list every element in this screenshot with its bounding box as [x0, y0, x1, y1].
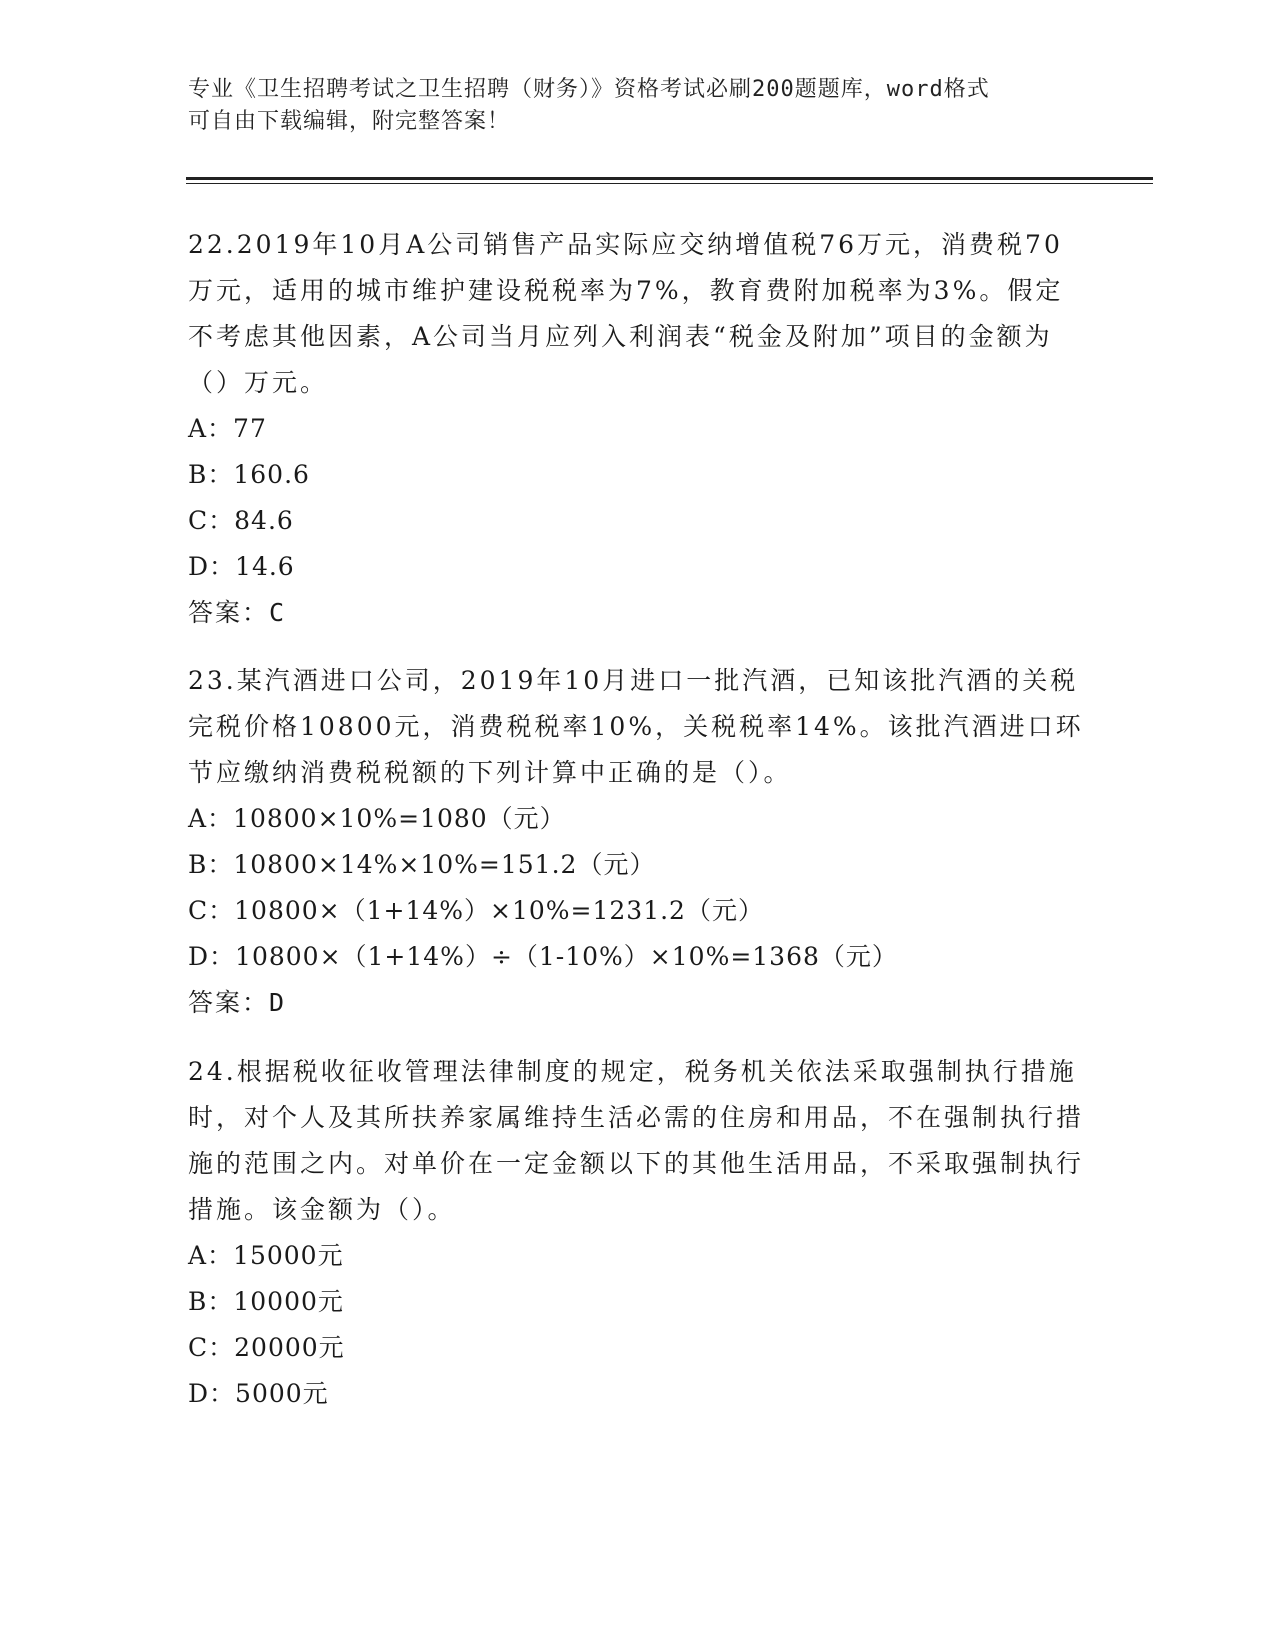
header-line-1: 专业《卫生招聘考试之卫生招聘（财务）》资格考试必刷200题题库，word格式: [188, 77, 990, 102]
answer-label: 答案：: [188, 598, 270, 627]
option-d: D：14.6: [188, 552, 295, 581]
question-stem: 22.2019年10月A公司销售产品实际应交纳增值税76万元，消费税70万元，适用的城市维护建设税税率为7%，教育费附加税率为3%。假定不考虑其他因素，A公司当月应列入利润表“税金及附加”项目的金额为（）万元。: [188, 230, 1064, 397]
option-c: C：84.6: [188, 506, 294, 535]
question-22: [188, 222, 1088, 636]
question-23: [188, 658, 1088, 1026]
header-divider: [186, 177, 1153, 180]
option-a: A：10800×10%=1080（元）: [188, 804, 566, 833]
option-c: C：10800×（1+14%）×10%=1231.2（元）: [188, 896, 764, 925]
option-a: A：77: [188, 414, 267, 443]
option-a: A：15000元: [188, 1241, 344, 1270]
question-24: [188, 1049, 1088, 1417]
header-line-2: 可自由下载编辑，附完整答案！: [188, 109, 511, 134]
option-b: B：160.6: [188, 460, 310, 489]
question-stem: 23.某汽酒进口公司，2019年10月进口一批汽酒，已知该批汽酒的关税完税价格10800元，消费税税率10%，关税税率14%。该批汽酒进口环节应缴纳消费税税额的下列计算中正确的是（）。: [188, 666, 1084, 787]
answer-line: [188, 590, 1088, 636]
answer-value: D: [269, 988, 287, 1017]
header-divider-thin: [186, 183, 1153, 184]
option-c: C：20000元: [188, 1333, 345, 1362]
option-b: B：10000元: [188, 1287, 344, 1316]
question-stem: 24.根据税收征收管理法律制度的规定，税务机关依法采取强制执行措施时，对个人及其所扶养家属维持生活必需的住房和用品，不在强制执行措施的范围之内。对单价在一定金额以下的其他生活用品，不采取强制执行措施。该金额为（）。: [188, 1057, 1085, 1224]
answer-value: C: [269, 598, 287, 627]
answer-label: 答案：: [188, 988, 270, 1017]
option-d: D：5000元: [188, 1379, 329, 1408]
option-b: B：10800×14%×10%=151.2（元）: [188, 850, 656, 879]
answer-line: [188, 980, 1088, 1026]
option-d: D：10800×（1+14%）÷（1-10%）×10%=1368（元）: [188, 942, 898, 971]
document-header: [188, 74, 1088, 138]
